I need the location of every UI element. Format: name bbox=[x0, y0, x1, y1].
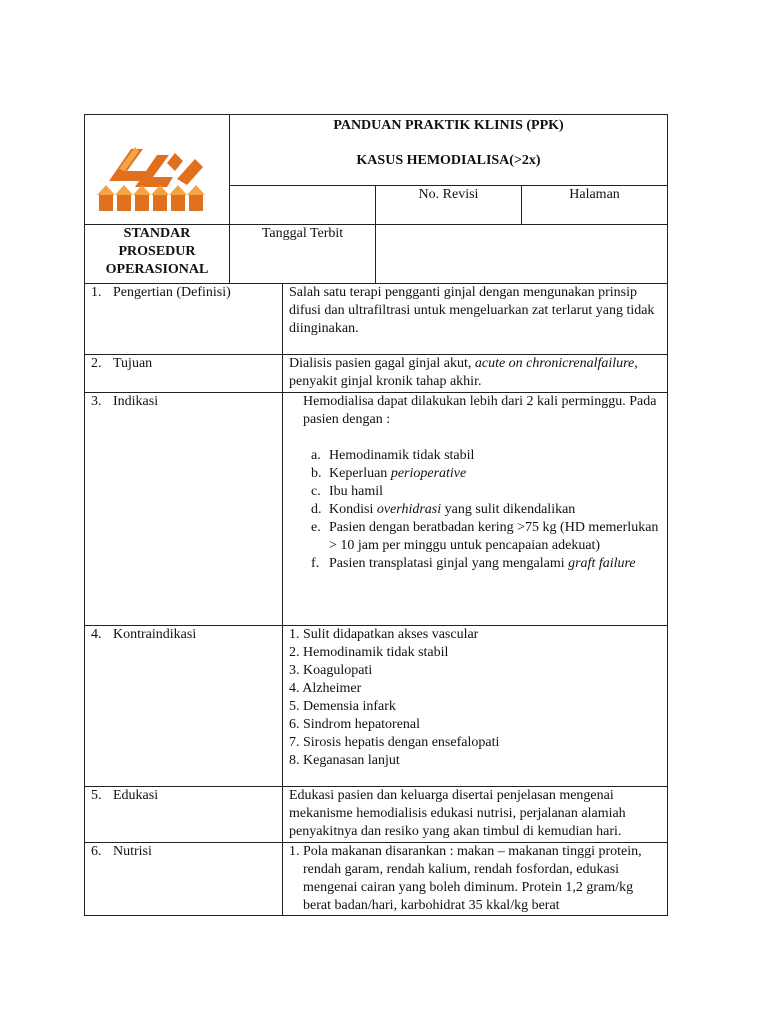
section-label-text: Indikasi bbox=[113, 394, 159, 409]
pengertian-content: Salah satu terapi pengganti ginjal dengan mengunakan prinsip difusi dan ultrafiltrasi untuk mengeluarkan zat terlarut yang tidak diinginakan. bbox=[283, 284, 668, 355]
tanggal-terbit-label: Tanggal Terbit bbox=[230, 225, 376, 284]
list-item: 5. Demensia infark bbox=[289, 699, 396, 714]
sop-label-line: PROSEDUR bbox=[118, 244, 196, 259]
list-item: e. Pasien dengan beratbadan kering >75 kg (HD memerlukan > 10 jam per minggu untuk pencapaian adekuat) bbox=[311, 520, 659, 553]
list-item: 1. Sulit didapatkan akses vascular bbox=[289, 627, 479, 642]
section-number: 2. bbox=[91, 356, 102, 371]
no-revisi-label: No. Revisi bbox=[376, 186, 522, 225]
section-number: 6. bbox=[91, 844, 102, 859]
header-table bbox=[84, 114, 668, 284]
content-table bbox=[84, 283, 668, 916]
section-label bbox=[85, 393, 283, 626]
title-cell bbox=[230, 115, 668, 186]
section-label-text: Kontraindikasi bbox=[113, 627, 197, 642]
indikasi-content bbox=[283, 393, 668, 626]
hospital-logo-icon bbox=[91, 139, 215, 221]
empty-cell bbox=[230, 186, 376, 225]
tanggal-terbit-value bbox=[376, 225, 668, 284]
nutrisi-content bbox=[283, 843, 668, 916]
list-item: 6. Sindrom hepatorenal bbox=[289, 717, 421, 732]
section-label bbox=[85, 284, 283, 355]
section-label-text: Nutrisi bbox=[113, 844, 152, 859]
section-label bbox=[85, 787, 283, 843]
section-label bbox=[85, 626, 283, 787]
kontraindikasi-content bbox=[283, 626, 668, 787]
tujuan-content bbox=[283, 355, 668, 393]
table-row bbox=[85, 393, 668, 626]
list-item: b. Keperluan perioperative bbox=[311, 466, 467, 481]
section-number: 1. bbox=[91, 285, 102, 300]
section-label-text: Pengertian (Definisi) bbox=[113, 285, 231, 300]
nutrisi-text: 1. Pola makanan disarankan : makan – makanan tinggi protein, rendah garam, rendah kalium, rendah fosfordan, edukasi mengenai cairan yang boleh diminum. Protein 1,2 gram/kg berat badan/hari, karbohidrat 35 kkal/kg berat bbox=[289, 844, 642, 913]
table-row bbox=[85, 843, 668, 916]
list-item: 3. Koagulopati bbox=[289, 663, 373, 678]
list-item: c. Ibu hamil bbox=[311, 484, 384, 499]
section-label bbox=[85, 355, 283, 393]
list-item: 2. Hemodinamik tidak stabil bbox=[289, 645, 449, 660]
ppk-document bbox=[84, 114, 667, 916]
halaman-label: Halaman bbox=[522, 186, 668, 225]
text-fragment: , penyakit ginjal kronik tahap akhir. bbox=[289, 356, 638, 389]
section-label-text: Edukasi bbox=[113, 788, 159, 803]
list-item: a. Hemodinamik tidak stabil bbox=[311, 448, 475, 463]
list-item: 7. Sirosis hepatis dengan ensefalopati bbox=[289, 735, 500, 750]
table-row bbox=[85, 626, 668, 787]
edukasi-content: Edukasi pasien dan keluarga disertai penjelasan mengenai mekanisme hemodialisis edukasi nutrisi, perjalanan alamiah penyakitnya dan resiko yang akan timbul di kemudian hari. bbox=[283, 787, 668, 843]
list-item: 8. Keganasan lanjut bbox=[289, 753, 400, 768]
kontraindikasi-list bbox=[289, 626, 661, 770]
list-item: f. Pasien transplatasi ginjal yang mengalami graft failure bbox=[311, 556, 636, 571]
table-row bbox=[85, 355, 668, 393]
text-fragment-italic: acute on chronicrenalfailure bbox=[474, 356, 635, 371]
sop-label-line: STANDAR bbox=[123, 226, 191, 241]
section-label bbox=[85, 843, 283, 916]
sop-label-line: OPERASIONAL bbox=[105, 262, 209, 277]
text-fragment: Dialisis pasien gagal ginjal akut, bbox=[289, 356, 475, 371]
section-label-text: Tujuan bbox=[113, 356, 153, 371]
list-item: d. Kondisi overhidrasi yang sulit dikendalikan bbox=[311, 502, 576, 517]
indikasi-list bbox=[289, 447, 661, 573]
indikasi-intro: Hemodialisa dapat dilakukan lebih dari 2 kali perminggu. Pada pasien dengan : bbox=[303, 394, 657, 427]
table-row bbox=[85, 787, 668, 843]
sop-label bbox=[85, 225, 230, 284]
document-title: PANDUAN PRAKTIK KLINIS (PPK) bbox=[333, 118, 564, 133]
table-row bbox=[85, 284, 668, 355]
section-number: 4. bbox=[91, 627, 102, 642]
logo-cell bbox=[85, 115, 230, 225]
list-item: 4. Alzheimer bbox=[289, 681, 362, 696]
document-subtitle: KASUS HEMODIALISA(>2x) bbox=[356, 153, 541, 168]
section-number: 3. bbox=[91, 394, 102, 409]
section-number: 5. bbox=[91, 788, 102, 803]
